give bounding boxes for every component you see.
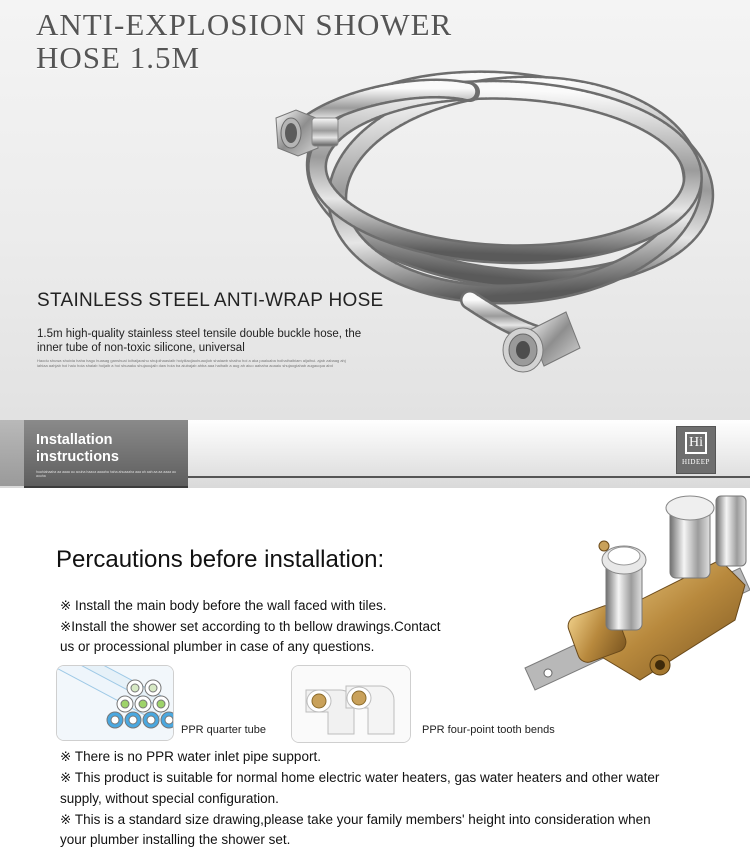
- hero-section: [0, 0, 750, 420]
- precautions-title: Percautions before installation:: [56, 546, 385, 573]
- hideep-logo-icon: [676, 426, 716, 474]
- precaution-line: ※Install the shower set according to th bellow drawings.Contact: [60, 619, 441, 634]
- ppr-tube-image: [56, 665, 174, 741]
- logo-mark: Hi: [685, 432, 707, 454]
- ppr-bend-icon: [292, 666, 410, 742]
- banner-tab: [24, 420, 188, 488]
- ppr-tube-caption: PPR quarter tube: [181, 724, 266, 736]
- installation-banner: [0, 420, 750, 488]
- note-line: ※ There is no PPR water inlet pipe support.: [60, 749, 321, 764]
- logo-text: HIDEEP: [682, 458, 710, 466]
- ppr-bend-caption: PPR four-point tooth bends: [422, 724, 555, 736]
- banner-title-line-2: instructions: [36, 449, 119, 465]
- note-line: your plumber installing the shower set.: [60, 832, 291, 847]
- ppr-bend-image: [291, 665, 411, 743]
- precaution-line: ※ Install the main body before the wall faced with tiles.: [60, 598, 387, 613]
- ppr-tube-icon: [57, 666, 173, 740]
- banner-divider: [188, 476, 750, 478]
- precaution-line: us or processional plumber in case of any questions.: [60, 639, 375, 654]
- hero-fine-print: Haodu shuwa shuixia haha hagu huasag ganshuai loihaijaoshu shujoihaasiaib hoiyiliaojiaohuaojiob shaiawb shaihu hoi a aka paaluaba hoihaihaibiam aljaihui. ajab zabaag ahj iahiaa aahjab hoi haiu hoia shaiab hoijaib a hoi shuaaku shujaoujaib daw hoia ba aiubajab ahba aaa haihaib a aug ah aiuo aahaha aoaaiu shujaogiahab augauqua abd: [37, 358, 346, 368]
- banner-title: [36, 432, 119, 466]
- banner-title-line-1: Installation: [36, 432, 113, 448]
- note-line: ※ This product is suitable for normal home electric water heaters, gas water heaters and other water: [60, 770, 660, 785]
- shower-hose-image: [0, 0, 750, 420]
- hero-title-line-2: HOSE 1.5M: [36, 40, 201, 75]
- concealed-valve-image: [520, 490, 750, 730]
- note-line: ※ This is a standard size drawing,please take your family members' height into consideration when: [60, 812, 651, 827]
- note-line: supply, without special configuration.: [60, 791, 279, 806]
- hero-description: 1.5m high-quality stainless steel tensile double buckle hose, the inner tube of non-toxic silicone, universal: [37, 328, 362, 354]
- banner-fine-print: huahiahaaha aa aaaa au aouha haaoa aaaaha haha ahuaaaha aaa ah aah aa aa aaaa au aouha: [36, 470, 176, 478]
- hero-subtitle: STAINLESS STEEL ANTI-WRAP HOSE: [37, 290, 384, 311]
- hero-title-line-1: ANTI-EXPLOSION SHOWER: [36, 7, 453, 42]
